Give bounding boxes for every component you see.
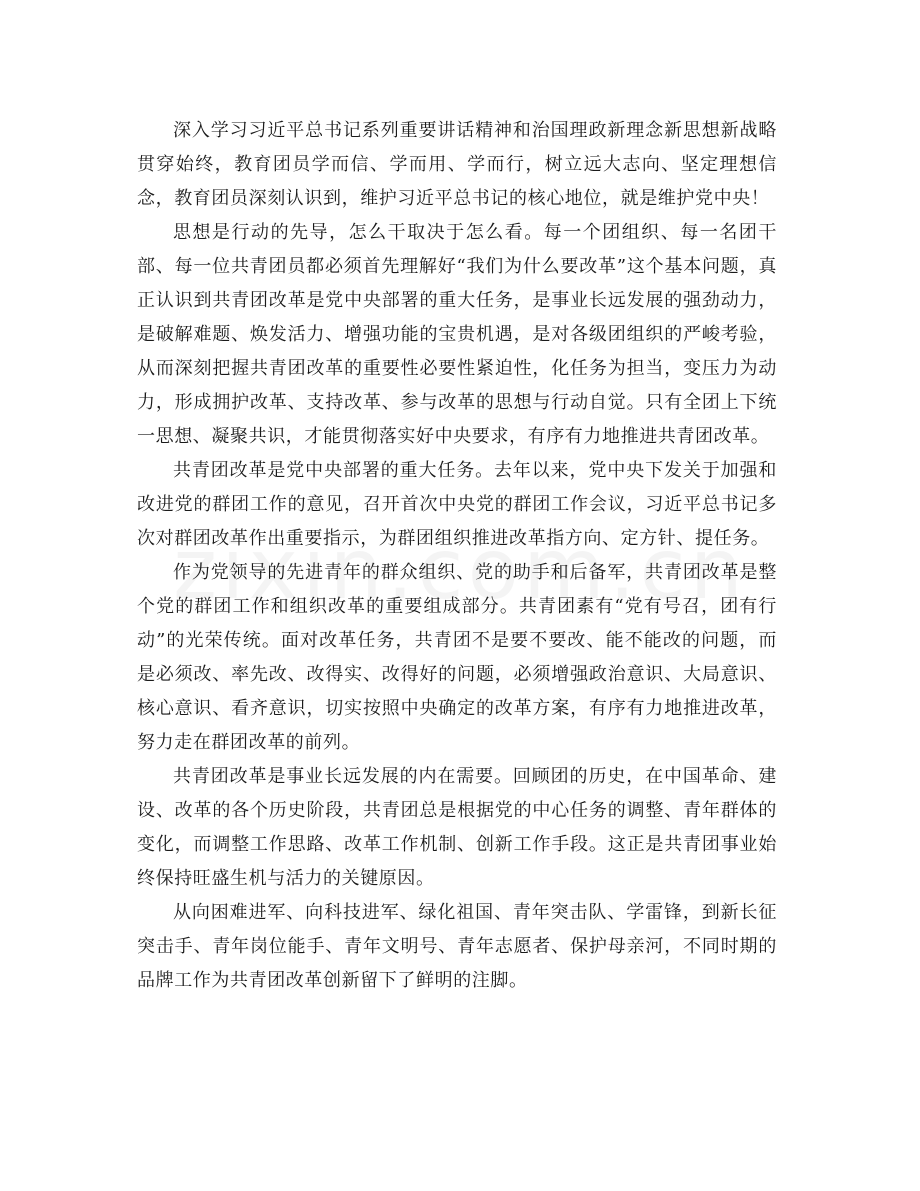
paragraph-2: 思想是行动的先导，怎么干取决于怎么看。每一个团组织、每一名团干部、每一位共青团员都必须首先理解好“我们为什么要改革”这个基本问题，真正认识到共青团改革是党中央部署的重大任务，是事业长远发展的强劲动力，是破解难题、焕发活力、增强功能的宝贵机遇，是对各级团组织的严峻考验，从而深刻把握共青团改革的重要性必要性紧迫性，化任务为担当，变压力为动力，形成拥护改革、支持改革、参与改革的思想与行动自觉。只有全团上下统一思想、凝聚共识，才能贯彻落实好中央要求，有序有力地推进共青团改革。: [137, 222, 777, 447]
paragraph-1: 深入学习习近平总书记系列重要讲话精神和治国理政新理念新思想新战略贯穿始终，教育团员学而信、学而用、学而行，树立远大志向、坚定理想信念，教育团员深刻认识到，维护习近平总书记的核心地位，就是维护党中央！: [137, 120, 777, 209]
paragraph-3: 共青团改革是党中央部署的重大任务。去年以来，党中央下发关于加强和改进党的群团工作的意见，召开首次中央党的群团工作会议，习近平总书记多次对群团改革作出重要指示，为群团组织推进改革指方向、定方针、提任务。: [137, 460, 777, 549]
paragraph-5: 共青团改革是事业长远发展的内在需要。回顾团的历史，在中国革命、建设、改革的各个历史阶段，共青团总是根据党的中心任务的调整、青年群体的变化，而调整工作思路、改革工作机制、创新工作手段。这正是共青团事业始终保持旺盛生机与活力的关键原因。: [137, 766, 777, 889]
document-body: [137, 114, 777, 998]
paragraph-6: 从向困难进军、向科技进军、绿化祖国、青年突击队、学雷锋，到新长征突击手、青年岗位能手、青年文明号、青年志愿者、保护母亲河，不同时期的品牌工作为共青团改革创新留下了鲜明的注脚。: [137, 902, 777, 991]
paragraph-4: 作为党领导的先进青年的群众组织、党的助手和后备军，共青团改革是整个党的群团工作和组织改革的重要组成部分。共青团素有“党有号召，团有行动”的光荣传统。面对改革任务，共青团不是要不要改、能不能改的问题，而是必须改、率先改、改得实、改得好的问题，必须增强政治意识、大局意识、核心意识、看齐意识，切实按照中央确定的改革方案，有序有力地推进改革，努力走在群团改革的前列。: [137, 562, 777, 753]
